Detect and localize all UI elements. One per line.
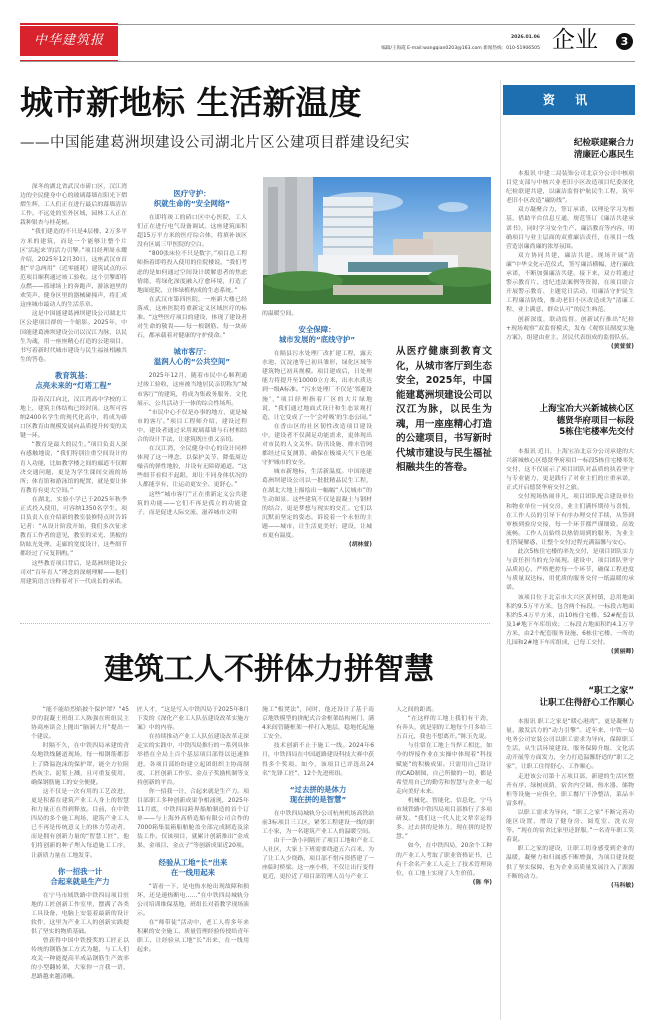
lead-headline: 城市新地标 生活新温度	[20, 83, 362, 122]
brief-1-body	[506, 170, 634, 390]
paragraph: 城市新地标，生活新温度。中国能建葛洲坝建设公司以一批批精品民生工程，在湖北大地上描绘出一幅幅“人民城市”的生动图景。这些建筑不仅是混凝土与钢材的结合，更是梦想与现实的交汇。它们以沉默而坚定的姿态，诉说着一个永恒的主题——城市，让生活更美好；建设，让城市更有温度。	[262, 469, 372, 539]
subheading-line: 安全保障：	[298, 325, 336, 335]
paragraph: 双方协同共建，廉洁共建。现场开展“清廉”中华文化示范仪式，签写廉洁横幅，进行廉政承诺，不断加强廉洁共建。接下来，双方将通过警示教育片、违纪违法案例等资源，在项目联合开展警示教育、主题党日活动，用廉洁守护民生工程廉洁防线，推动老旧小区改造成为“清廉工程、业主满意、群众认可”的民生典范。	[506, 252, 634, 314]
paragraph: 本报讯 近日，上海宝冶北京分公司承建的大兴新城核心区德贤华府项目一标段5栋住宅楼率先交付，这不仅展示了项目团队对品质的执着坚守与专业能力，更是践行了对业主们的庄重承诺，正式开启德贤华府交付之旅。	[506, 449, 634, 492]
feature-column-4	[396, 706, 492, 1018]
subheading-line: 经验从工地“长”出来	[158, 857, 228, 867]
lead-column-2	[137, 183, 247, 595]
paragraph: 在持续推动产业工人队伍建设改革走深走实的实践中，中铁四局推行的一系列具体举措在全局上百个基层项目部得以迅速推进。各项目部纷纷建立起团组织主协商制度、工匠创新工作室、金点子奖励机制等支持创新的平台。	[137, 734, 249, 786]
paragraph: 与往常在工地上当焊工相比，如今的焊接作业在实操中体现着“科技赋能”的积极成果。只需用自己设计的CAD制图，自己所做的一切，都是希望用自己的勤劳和智慧与企业一起走向美好未来。	[396, 743, 492, 795]
brief-3-headline	[506, 686, 634, 709]
byline: (黄萱萱)	[610, 343, 634, 350]
byline: (马科敏)	[610, 882, 634, 889]
paragraph: 本报讯 职工之家是“暖心港湾”，更是凝聚力量、激发活力的“动力引擎”。近年来，中铁一局电务公司安装公司以职工需求为导向，保障职工生活，从生活环境建设、服务保障升级、文化活动开展等方面发力，全力打造温馨舒适的“职工之家”，让职工住得舒心、工作顺心。	[506, 719, 634, 771]
paragraph: “请看一下，是电热水枪出现故障和损坏，还是速热断电……”在中铁四局城轨分公司培训维保基地，班组长对着教学现场演示。	[137, 883, 249, 917]
subheading	[20, 371, 127, 391]
paragraph: 这不仅是一次有用的工艺改进，更是积蓄在建筑产业工人身上的智慧和力量正在得到释放。目前，在中铁四局的多个施工现场，建筑产业工人已不再是传统意义上的体力劳动者，而是拥有创新力量的“智慧工匠”，他们将创新的种子埋入每道施工工序，让新质力量在工地发芽。	[31, 788, 129, 859]
subheading	[137, 347, 247, 367]
headline-line: 纪检联建聚合力	[573, 138, 634, 148]
headline-line: “职工之家”	[588, 686, 634, 696]
paragraph: “在这样的工地上我们有干劲，有奔头，就是别的工地每个月多给三五百元，我也不想离开。”陈玉先说。	[396, 716, 492, 741]
article-divider	[20, 623, 490, 624]
paragraph: 在即将竣工的硚口区中心医院，工人们正在进行电气设备调试。这座建筑面积超15万平方米的医疗综合体，将填补该区没有区属三甲医院的空白。	[137, 215, 247, 249]
paragraph: 在“师带徒”活动中，老工人将多年来积累的安全施工、质量管理经验传授给青年职工，让经验从工地“长”出来，在一线用起来。	[137, 919, 249, 954]
paragraph: 以职工需求为导向，“职工之家”不断完善功能区设置，增设了健身房、阅览室、洗衣房等。“现在的宿舍比家里还舒服。”一名青年职工笑着说。	[506, 809, 634, 844]
feature-headline: 建筑工人不拼体力拼智慧	[104, 652, 434, 687]
subheading-line: 城市发展的“底线守护”	[278, 335, 356, 345]
byline: (胡林萱)	[348, 542, 372, 549]
paragraph: 匠人才，“这是写入中铁四局于2025年8月下发的《深化产业工人队伍建设改革实施方案》中的内容。	[137, 707, 249, 732]
paragraph: 如今，在中铁四局，20余个工种的产业工人考取了职业资格证书，已有千余名产业工人走上了技术管理岗位，在工地上实现了人生价值。	[396, 843, 492, 877]
paragraph: 走进该公司第十五项目部，新建的生活区整齐有序、绿树成荫，宿舍内空调、热水器、储物柜等设施一应俱全，职工餐厅干净整洁，菜品丰富多样。	[506, 773, 634, 807]
lead-column-1	[20, 183, 127, 595]
paragraph: 在香山区的社区韧性改造项目建设中，建设者不仅满足功能需求，更体现出对市民的人文关怀。防汛设施、排水管网都经过反复测算，确保在极端天气下也能守护城市的安全。	[262, 423, 372, 467]
paragraph: 施工“板凳法”，同时，他还设计了基于南京地铁模型的拼配式合金框架结构闸门，满4米间管隧框架一样打入地层，稳地托起施工安全。	[262, 707, 374, 741]
building-photo	[263, 177, 491, 304]
headline-line: 让职工住得舒心工作顺心	[539, 697, 634, 708]
subheading	[262, 325, 372, 345]
brief-3-body	[506, 718, 634, 1018]
paragraph: 技术创新不止于施工一线。2024年6月，中铁四局在中国道路建设科技大赛中获得多个奖项。如今，该项目已评选出24名“先锋工匠”、12个先进班组。	[262, 743, 374, 777]
paragraph: 由于一条小河隔开了项目工地和产业工人社区，大家上下班需要绕道五六百米，为了让工人少绕路，项目部不惜斥资搭建了一座临时桥梁。这一座小桥，不仅让出行变得更近，更拉近了项目部管理人员与产业工	[262, 838, 374, 881]
paragraph: 沿着汉江向北，汉江湾高中学校的工地上，建筑主体结构已经封顶。这所可容纳2400名学生的现代化高中，将成为硚口区教育由规模发展向品质提升转变的关键一环。	[20, 396, 127, 440]
paragraph: 这些“城市客厅”正在重新定义公共建筑的功能——它们不再是孤立的功能盒子，而是促进人际交流、滋养城市文明	[137, 491, 247, 516]
paragraph: 此次5栋住宅楼的率先交付，是项目团队实力与责任担当的充分展现。建设中，项目团队坚守品质初心，严格把控每一个环节，确保工程进度与质量双达标，用优质的服务交付一纸温暖的承诺。	[506, 549, 634, 592]
subheading	[137, 858, 249, 878]
byline: (陈 华)	[472, 879, 492, 886]
byline: (黄丽卿)	[610, 649, 634, 656]
subheading-line: 合起来就是生产力	[50, 876, 110, 886]
subheading-line: 现在拼的是智慧”	[289, 794, 347, 804]
subheading-line: 城市客厅：	[173, 347, 211, 357]
lead-column-3	[262, 310, 372, 595]
subheading	[137, 189, 247, 209]
subheading-line: 点亮未来的“灯塔工程”	[35, 380, 112, 390]
subheading	[31, 867, 129, 887]
paragraph: “能不能给烈焰披个保护罩？”45岁的混凝土班组工人陈强在班组民主协商座谈会上抛出“脑洞大开”提出一个建议。	[31, 707, 129, 741]
paragraph: 这些教育项目背后，是葛洲坝建设公司对“百年育人”理念的深刻理解——他们用建筑语言诠释着对下一代成长的承诺。	[20, 560, 127, 585]
lead-subtitle: ——中国能建葛洲坝建设公司湖北片区公建项目群建设纪实	[20, 135, 410, 151]
paragraph: 2025年12月，随着市民中心顺利通过竣工验收，这座被当地居民亲切称为“城市客厅”的建筑，将成为集政务服务、文化展示、公共活动于一体的综合性场所。	[137, 373, 247, 407]
feature-column-2	[137, 706, 249, 1018]
brief-2-body	[506, 448, 634, 660]
brief-2-headline	[506, 404, 634, 439]
paragraph: 这是中国能建葛洲坝建设公司湖北片区公建项目群的一个缩影。2025年，中国能建葛洲坝建设公司以汉江为脉，以民生为魂，用一座座精心打造的公建项目，书写着新时代城市建设与民生福祉相融共生的答卷。	[20, 311, 127, 363]
paragraph: 创新深度，联动监督。创新试行推出“纪检+现场观察”双监督模式，发布《观察员制度实施方案》，组建由业主、居民代表组成的监督队伍。	[506, 316, 634, 341]
headline-line: 5栋住宅楼率先交付	[559, 427, 634, 437]
paragraph: 在武汉市第四医院，一座新大楼已经落成，这座医院将重新定义区域医疗的标准。“这些医疗项目的建设，体现了建设者对生命的敬畏——每一根钢筋、每一块砖石，都承载着对健康的守护使命。”	[137, 296, 247, 340]
subheading-line: “过去拼的是体力	[289, 784, 347, 794]
editor-line: 编辑/王海霞 E-mail:wangqian0203@163.com 新闻热线：010-51906505	[381, 46, 540, 51]
headline-line: 德贤华府项目一标段	[556, 415, 634, 426]
paragraph: “我们建造的不只是4层楼、2万多平方米的建筑，而是一个能够让整个片区‘活起来’的活力引擎。”项目经理周永耀介绍，2025年12月30日，这座武汉市首批“平急两用”（近零能耗）建筑试点的示范项目顺利通过竣工验收。这个引擎即将点燃——篮球场上的奔跑声、游泳池里的欢笑声、健身区里的器械碰撞声，将汇成这座城市最动人的生活乐章。	[20, 229, 127, 309]
pull-quote: 从医疗健康到教育文化，从城市客厅到生态安全，2025年，中国能建葛洲坝建设公司以汉江为脉，以民生为魂，用一座座精心打造的公建项目，书写新时代城市建设与民生福祉相融共生的答卷。	[396, 346, 492, 473]
paragraph: “800张床位不只是数字，”项目总工程师指着即将投入使用的住院楼说，“我们考虑的是如何通过空间设计缓解患者的焦虑情绪，将绿化深度融入疗愈环境，打造了地面庭院、立体绿植构成的生态系统。”	[137, 251, 247, 294]
page-number: 3	[616, 33, 633, 50]
subheading-line: 织就生命的“安全网络”	[153, 199, 231, 208]
logo-top-line	[20, 23, 118, 25]
section-title: 企业	[552, 27, 598, 53]
feature-column-3	[262, 706, 374, 1018]
headline-line: 上海宝冶大兴新城核心区	[539, 404, 634, 414]
paragraph: 交付现场热闹非凡，项目团队配合建设单位和物业单位一同交房，业主们满怀期待与喜悦，在工作人员的引导下有序办理交付手续，从签到审核到验房交接，每一个环节都严谨细致、高效流畅。工作人员始终以热情周到的服务，为业主们答疑解惑，让整个交付过程充满温馨与安心。	[506, 494, 634, 546]
paragraph: “市民中心不仅是办事的地方，更是城市的客厅。”项目工程师介绍，建设过程中，建设者通过采用玻璃幕墙与石材相结合的设计手法，让建筑既庄重又亲切。	[137, 409, 247, 443]
paragraph: 双方凝聚合力，签订承诺，以理论学习为根基，借助平台信息互通，规范签订《廉洁共建承诺书》，同时学习安全生产、廉洁教育等内容，明确项目与业主层面的双重廉洁责任，在项目一线营造崇廉尚廉的浓厚氛围。	[506, 207, 634, 250]
paragraph: 时隔不久，在中铁四局承建的青岛地铁线隧道现场，每一根钢筋都套上了降温泡沫的保护罩，能全方位阻挡灰尘、泥浆上溅，且可重复使用，确保钢筋施工的安全便捷。	[31, 743, 129, 786]
paragraph: 在中铁四局城轨分公司杭州机场高铁站前3标项目三工区，紧邻工程建设一线的职工小家，为一名建筑产业工人的温暖空间。	[262, 810, 374, 835]
paragraph: 该项目位于北京市大兴区黄村镇，总用地面积约9.5万平方米，包含两个标段。一标段占地面积约5.4万平方米，由10栋住宅楼、S2#配套以及1#地下车库组成；二标段占地面积约4.1万平方米，由2个配套服务设施、6栋住宅楼、一所幼儿园和2#地下车库组成，已每工交付。	[506, 594, 634, 646]
masthead-rule	[20, 61, 635, 62]
paragraph: 你一招我一计，合起来就是生产力。项目部职工多种创新成果争相涌现，2025年11月底，中铁四局跨界船舶制造的首个订单——与上海外高桥造船有限公司合作的7000箱集装箱船舶舱盖全部完成制造及涂装工作。仅该项目，就累计创新推出“金成果、金项目、金点子”等创新成果近20项。	[137, 788, 249, 850]
subheading	[262, 785, 374, 805]
paragraph: 人之间的距离。	[396, 707, 438, 713]
paragraph: 在隔县污水处理厂改扩建工程，露天水池、沉淀池等已初具雏形，绿化区域等建筑物已初具规模。项目建成后，日处理能力将提升至10000立方米，出水水质达到一级A标准。“污水处理厂不仅是‘邻避设施’，”项目经理指着厂区的大片绿地说，“我们通过地面式设计和生态景观打造，让它变成了一个‘会呼吸’的生态公园。”	[262, 351, 372, 421]
issue-date: 2026.01.06	[510, 35, 540, 40]
subheading-line: 医疗守护：	[173, 189, 211, 198]
paragraph: 深冬的湖北省武汉市硚口区，汉江湾边的全民健身中心的玻璃幕墙在阳光下熠熠生辉，工人们正在进行最后的幕墙清洁工作。不远处的室外区域，园林工人正在栽种银杏与桂花树。	[20, 184, 127, 227]
headline-line: 清廉匠心惠民生	[573, 149, 634, 160]
building-illustration	[263, 177, 491, 304]
subheading-line: 你一招我一计	[57, 866, 103, 876]
paragraph: 在宁马市域铁路中铁四局项目驻地的工匠创新工作室里，摆满了各类工具设备，电脑上安装着最新的设计软件，这里为产业工人的创新实践提供了坚实的物质基础。	[31, 892, 129, 935]
brief-1-headline	[506, 138, 634, 161]
paragraph: 机械化、智能化、信息化，宁马市域铁路中铁四局项目部推行了多项研发。“我们这一代人比父辈幸运得多，过去拼的是体力，现在拼的是智慧。”	[396, 797, 492, 841]
paragraph: “教育是最大的民生。”项目负责人深有感触地说，“我们特别注重空间设计的育人功能，比如教学楼之间的廊道不仅解决交通问题，更是为学生课间交流的场所；体育馆和游泳馆的配置，就是要让体育教育有更大空间。”	[20, 442, 127, 494]
sidebar-divider	[500, 80, 501, 1020]
paragraph: 曾获得中国中铁授奖的工匠正以传统的钢筋加工方式为题，与工人们攻关一种能提高半成品钢筋生产效率的小型翻转架，大家你一言我一语，思路越来越清晰。	[31, 938, 129, 981]
subheading-line: 在一线用起来	[170, 867, 216, 877]
paragraph: 的温暖空间。	[262, 311, 298, 317]
paragraph: 职工之家的建设，让职工切身感受到企业的温暖，凝聚力和归属感不断增强，为项目建设提供了坚实保障，也为企业高质量发展注入了源源不断的动力。	[506, 846, 634, 880]
paragraph: 在湖北，实验小学已于2025年秋季正式投入使用，可容纳1350名学生。项目负责人在介绍新的教室装修特点时告诉记者：“从设计阶段开始，我们多次征求教育工作者的意见，教室的采光、黑板的防眩光处理、走廊的宽度设计，这些细节都经过了反复斟酌。”	[20, 496, 127, 558]
newspaper-logo: 中华建筑报	[20, 26, 118, 56]
paragraph: 本报讯 中建二局装饰公司北京分公司中核项目党支部与中核兴业老旧小区改造项目纪委深化纪检联建共建，以廉洁监督护航民生工程，筑牢老旧小区改造“廉防线”。	[506, 171, 634, 205]
paragraph: 在汉江湾，全民健身中心的设计同样体现了这一理念，以保护关节、降低周边噪音的弹性地胶，并设有无障碍通道。“这些细节看似不起眼，却让不同身体状况的人都能享有，让运动更安全、更舒心。”	[137, 446, 247, 489]
subheading-line: 温润人心的“公共空间”	[153, 357, 231, 367]
news-brief-banner: 资 讯	[503, 85, 635, 115]
feature-column-1	[31, 706, 129, 1018]
subheading-line: 教育筑基：	[55, 370, 92, 380]
